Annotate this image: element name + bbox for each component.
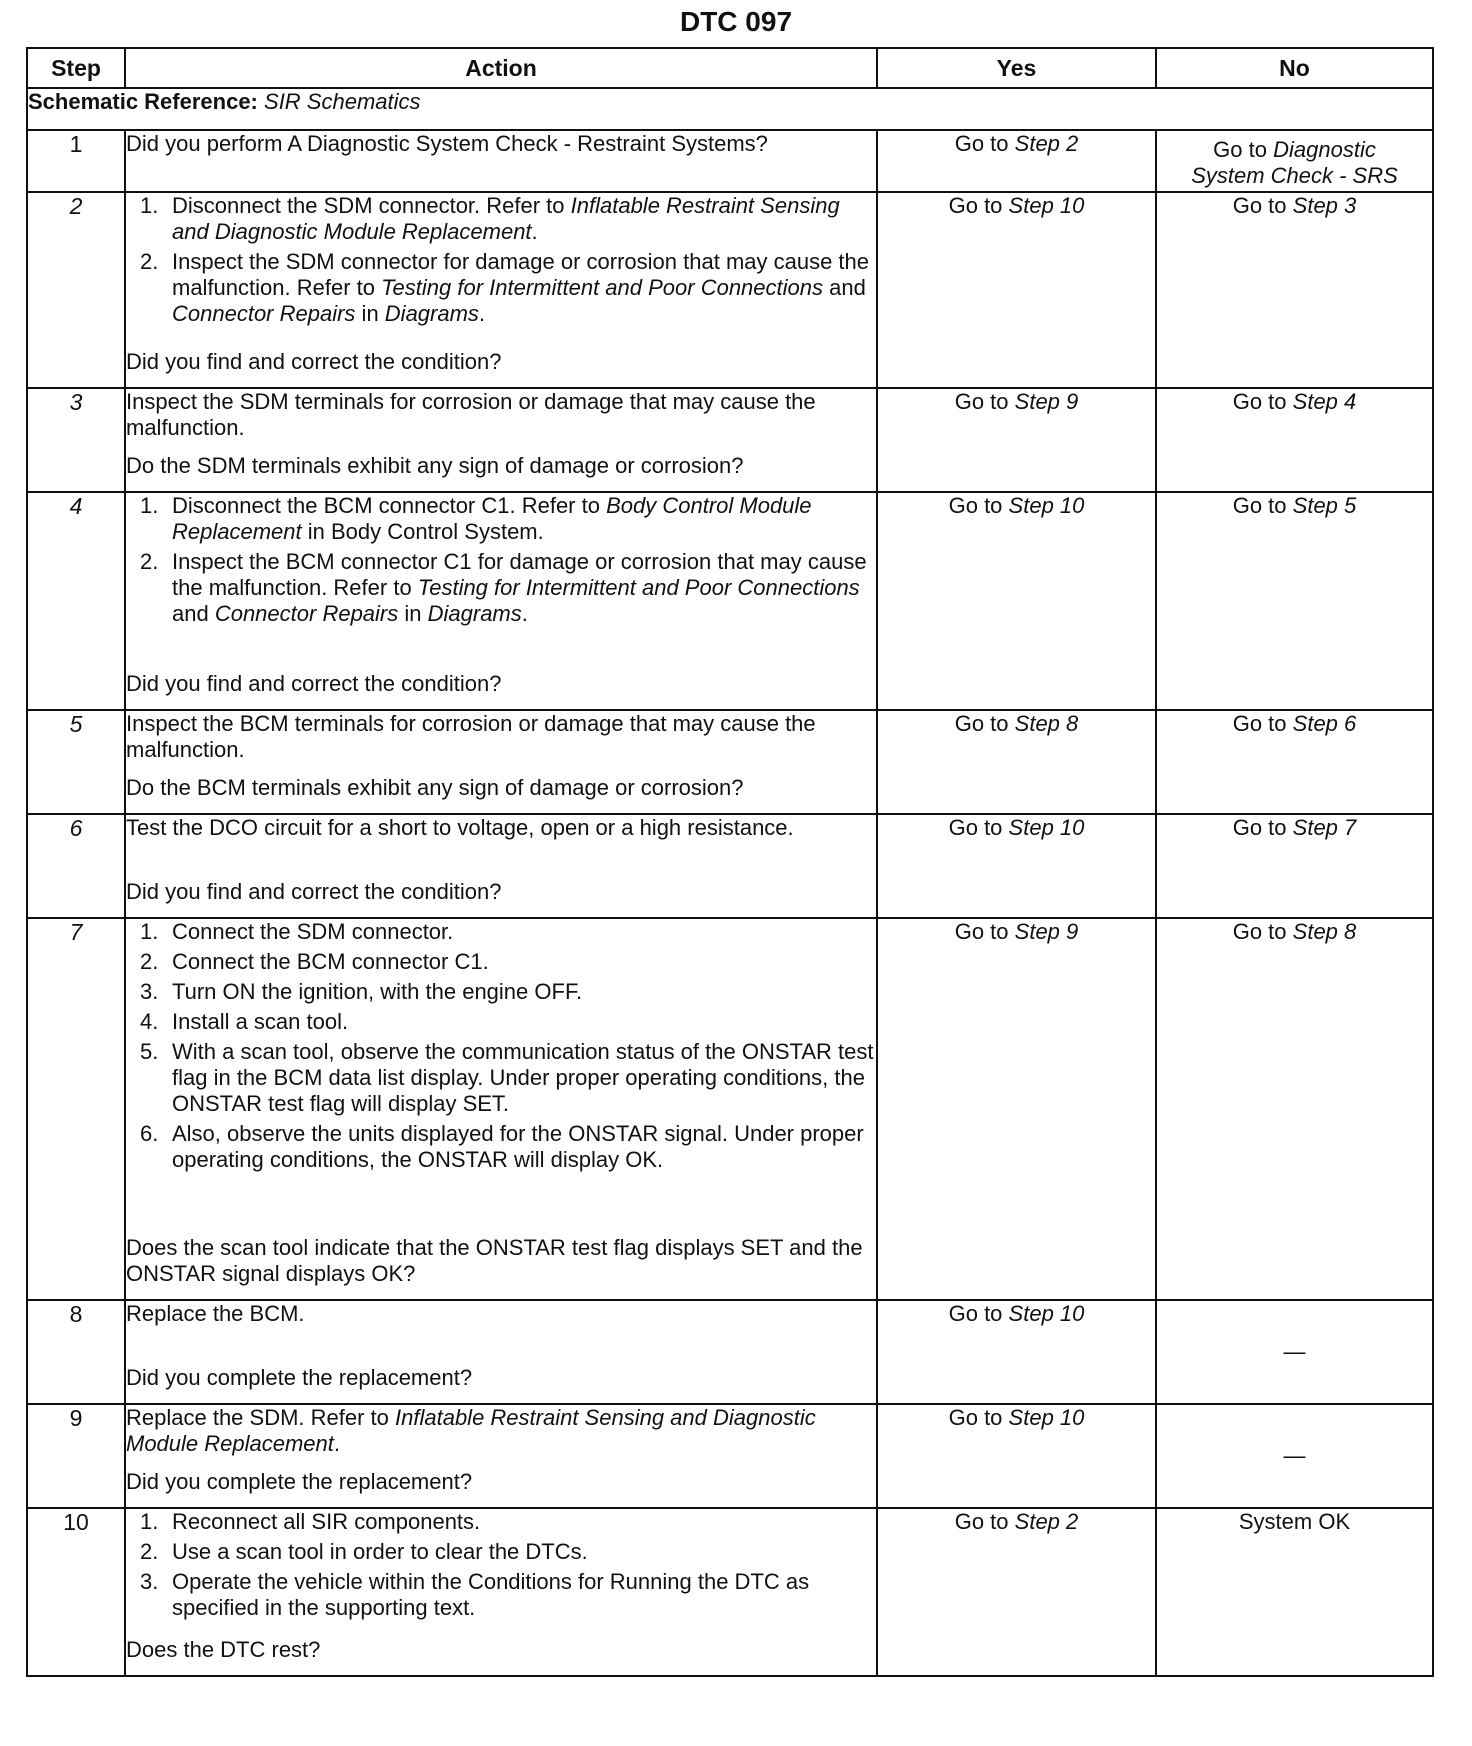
yes-target: Step 8 — [1014, 711, 1079, 736]
yes-cell — [877, 130, 1156, 192]
action-cell — [125, 1508, 877, 1676]
instruction: Replace the BCM. — [126, 1301, 305, 1326]
sub-step-text: Also, observe the units displayed for the ONSTAR signal. Under proper operating conditions, the ONSTAR will display OK. — [172, 1121, 864, 1172]
step-number: 3 — [27, 388, 125, 492]
schematic-row — [27, 88, 1433, 130]
no-cell — [1156, 492, 1433, 710]
no-cell: — — [1156, 1404, 1433, 1508]
question: Did you complete the replacement? — [126, 1469, 473, 1494]
step-row-5 — [27, 710, 1433, 814]
no-cell — [1156, 192, 1433, 388]
yes-prefix: Go to — [948, 493, 1003, 518]
action-cell — [125, 130, 877, 192]
sub-step-text: Connect the SDM connector. — [172, 919, 454, 944]
yes-prefix: Go to — [954, 131, 1009, 156]
step-number: 2 — [27, 192, 125, 388]
yes-cell — [877, 1300, 1156, 1404]
step-number: 1 — [27, 130, 125, 192]
step-row-9 — [27, 1404, 1433, 1508]
sub-step-text: With a scan tool, observe the communication status of the ONSTAR test flag in the BCM data list display. Under proper operating conditions, the ONSTAR test flag will display SET. — [172, 1039, 874, 1116]
action-cell — [125, 710, 877, 814]
sub-step — [140, 493, 876, 545]
yes-target: Step 2 — [1014, 1509, 1079, 1534]
yes-cell — [877, 192, 1156, 388]
yes-cell — [877, 710, 1156, 814]
step-row-8 — [27, 1300, 1433, 1404]
schematic-label: Schematic Reference: — [28, 89, 258, 114]
sub-step-text: in Body Control System. — [301, 519, 544, 544]
step-row-7 — [27, 918, 1433, 1300]
yes-cell — [877, 1508, 1156, 1676]
sub-step-text: . — [531, 219, 538, 244]
sub-step — [140, 1039, 876, 1117]
header-step: Step — [27, 48, 125, 88]
no-target: Step 8 — [1292, 919, 1357, 944]
question: Did you find and correct the condition? — [126, 879, 502, 904]
no-prefix: Go to — [1232, 493, 1287, 518]
sub-step-number: 4. — [140, 1009, 159, 1034]
yes-prefix: Go to — [954, 389, 1009, 414]
action-cell — [125, 1404, 877, 1508]
action-cell — [125, 918, 877, 1300]
sub-step-number: 1. — [140, 919, 159, 944]
no-cell — [1156, 918, 1433, 1300]
yes-target: Step 10 — [1008, 193, 1085, 218]
no-target: Step 3 — [1292, 193, 1357, 218]
yes-target: Step 10 — [1008, 1301, 1085, 1326]
instruction: Test the DCO circuit for a short to voltage, open or a high resistance. — [126, 815, 794, 840]
no-cell — [1156, 814, 1433, 918]
sub-step-text: Disconnect the BCM connector C1. Refer to — [172, 493, 607, 518]
step-number: 10 — [27, 1508, 125, 1676]
sub-step-number: 2. — [140, 949, 159, 974]
reference: Testing for Intermittent and Poor Connections — [417, 575, 860, 600]
no-prefix: Go to — [1232, 711, 1287, 736]
sub-step — [140, 1569, 876, 1621]
action-cell — [125, 814, 877, 918]
header-action: Action — [125, 48, 877, 88]
instruction — [126, 1405, 876, 1457]
instruction-text: Replace the SDM. Refer to — [126, 1405, 396, 1430]
sub-step-text: and — [823, 275, 866, 300]
question: Did you find and correct the condition? — [126, 671, 502, 696]
sub-step — [140, 1539, 876, 1565]
header-no: No — [1156, 48, 1433, 88]
schematic-reference — [27, 88, 1433, 130]
schematic-link: SIR Schematics — [264, 89, 421, 114]
sub-step-number: 2. — [140, 1539, 159, 1564]
question: Does the scan tool indicate that the ONSTAR test flag displays SET and the ONSTAR signal displays OK? — [126, 1235, 863, 1286]
sub-step-text: Inspect the SDM connector for damage or corrosion that may cause the malfunction. Refer to — [172, 249, 870, 300]
instruction: Inspect the BCM terminals for corrosion or damage that may cause the malfunction. — [126, 711, 816, 762]
yes-prefix: Go to — [948, 193, 1003, 218]
sub-step-number: 2. — [140, 549, 159, 574]
reference: Body Control Module Replacement — [172, 493, 812, 544]
yes-target: Step 10 — [1008, 1405, 1085, 1430]
sub-step — [140, 193, 876, 245]
header-row — [27, 48, 1433, 88]
step-row-6 — [27, 814, 1433, 918]
question: Does the DTC rest? — [126, 1637, 321, 1662]
no-cell — [1156, 130, 1433, 192]
sub-steps — [126, 1509, 876, 1625]
action-cell — [125, 388, 877, 492]
no-target: Step 4 — [1292, 389, 1357, 414]
sub-step — [140, 1121, 876, 1173]
sub-step-number: 3. — [140, 1569, 159, 1594]
sub-step-number: 6. — [140, 1121, 159, 1146]
sub-step-text: Inspect the BCM connector C1 for damage or corrosion that may cause the malfunction. Refer to — [172, 549, 867, 600]
sub-step — [140, 549, 876, 627]
yes-cell — [877, 918, 1156, 1300]
yes-prefix: Go to — [954, 919, 1009, 944]
yes-prefix: Go to — [948, 815, 1003, 840]
yes-prefix: Go to — [954, 1509, 1009, 1534]
action-cell — [125, 1300, 877, 1404]
yes-prefix: Go to — [948, 1405, 1003, 1430]
sub-steps — [126, 919, 876, 1177]
step-row-4 — [27, 492, 1433, 710]
sub-step-text: in — [398, 601, 428, 626]
action-cell — [125, 492, 877, 710]
step-number: 6 — [27, 814, 125, 918]
yes-cell — [877, 492, 1156, 710]
sub-step — [140, 979, 876, 1005]
sub-step-text: Install a scan tool. — [172, 1009, 349, 1034]
sub-step-text: in — [355, 301, 385, 326]
no-target: Step 6 — [1292, 711, 1357, 736]
step-row-10 — [27, 1508, 1433, 1676]
step-row-3 — [27, 388, 1433, 492]
no-prefix: Go to — [1232, 193, 1287, 218]
sub-step-number: 1. — [140, 493, 159, 518]
no-target-2: System Check - SRS — [1191, 163, 1398, 188]
step-number: 7 — [27, 918, 125, 1300]
question: Do the BCM terminals exhibit any sign of damage or corrosion? — [126, 775, 744, 800]
sub-step-text: . — [521, 601, 528, 626]
step-number: 4 — [27, 492, 125, 710]
yes-target: Step 2 — [1014, 131, 1079, 156]
sub-step-text: Operate the vehicle within the Conditions for Running the DTC as specified in the supporting text. — [172, 1569, 810, 1620]
instruction-text: . — [333, 1431, 341, 1456]
no-prefix: Go to — [1232, 919, 1287, 944]
sub-step — [140, 1509, 876, 1535]
no-target: Step 7 — [1292, 815, 1357, 840]
no-cell — [1156, 710, 1433, 814]
sub-step-text: Disconnect the SDM connector. Refer to — [172, 193, 571, 218]
step-number: 5 — [27, 710, 125, 814]
yes-target: Step 9 — [1014, 389, 1079, 414]
no-target: Diagnostic — [1273, 137, 1376, 162]
no-prefix: Go to — [1232, 815, 1287, 840]
sub-steps — [126, 193, 876, 331]
reference: Inflatable Restraint Sensing and Diagnostic Module Replacement — [172, 193, 840, 244]
sub-step-number: 5. — [140, 1039, 159, 1064]
sub-step-number: 1. — [140, 193, 159, 218]
no-cell: System OK — [1156, 1508, 1433, 1676]
instruction: Inspect the SDM terminals for corrosion or damage that may cause the malfunction. — [126, 389, 816, 440]
reference: Connector Repairs — [214, 601, 399, 626]
sub-step — [140, 1009, 876, 1035]
question: Did you find and correct the condition? — [126, 349, 502, 374]
yes-cell — [877, 814, 1156, 918]
yes-prefix: Go to — [954, 711, 1009, 736]
header-yes: Yes — [877, 48, 1156, 88]
step-row-1 — [27, 130, 1433, 192]
sub-step — [140, 919, 876, 945]
sub-step-text: Connect the BCM connector C1. — [172, 949, 489, 974]
no-target: Step 5 — [1292, 493, 1357, 518]
no-prefix: Go to — [1232, 389, 1287, 414]
yes-target: Step 10 — [1008, 815, 1085, 840]
no-prefix: Go to — [1213, 137, 1267, 162]
sub-steps — [126, 493, 876, 631]
yes-cell — [877, 1404, 1156, 1508]
sub-step-text: . — [478, 301, 486, 326]
yes-target: Step 9 — [1014, 919, 1079, 944]
action-cell — [125, 192, 877, 388]
reference: Testing for Intermittent and Poor Connections — [381, 275, 823, 300]
step-number: 9 — [27, 1404, 125, 1508]
question: Did you complete the replacement? — [126, 1365, 473, 1390]
reference: Diagrams — [427, 601, 522, 626]
reference: Connector Repairs — [172, 301, 356, 326]
sub-step-text: and — [172, 601, 215, 626]
question: Did you perform A Diagnostic System Check - Restraint Systems? — [126, 131, 768, 156]
question: Do the SDM terminals exhibit any sign of damage or corrosion? — [126, 453, 744, 478]
reference: Inflatable Restraint Sensing and Diagnostic Module Replacement — [126, 1405, 816, 1456]
step-row-2 — [27, 192, 1433, 388]
step-number: 8 — [27, 1300, 125, 1404]
sub-step-number: 2. — [140, 249, 159, 274]
yes-target: Step 10 — [1008, 493, 1085, 518]
sub-step-text: Use a scan tool in order to clear the DTCs. — [172, 1539, 588, 1564]
no-cell: — — [1156, 1300, 1433, 1404]
no-cell — [1156, 388, 1433, 492]
sub-step-text: Turn ON the ignition, with the engine OFF. — [172, 979, 583, 1004]
yes-cell — [877, 388, 1156, 492]
document-title: DTC 097 — [679, 6, 793, 37]
sub-step-text: Reconnect all SIR components. — [172, 1509, 481, 1534]
sub-step-number: 3. — [140, 979, 159, 1004]
sub-step-number: 1. — [140, 1509, 159, 1534]
yes-prefix: Go to — [948, 1301, 1003, 1326]
sub-step — [140, 949, 876, 975]
sub-step — [140, 249, 876, 327]
diagnostic-table — [26, 47, 1434, 1677]
reference: Diagrams — [384, 301, 479, 326]
